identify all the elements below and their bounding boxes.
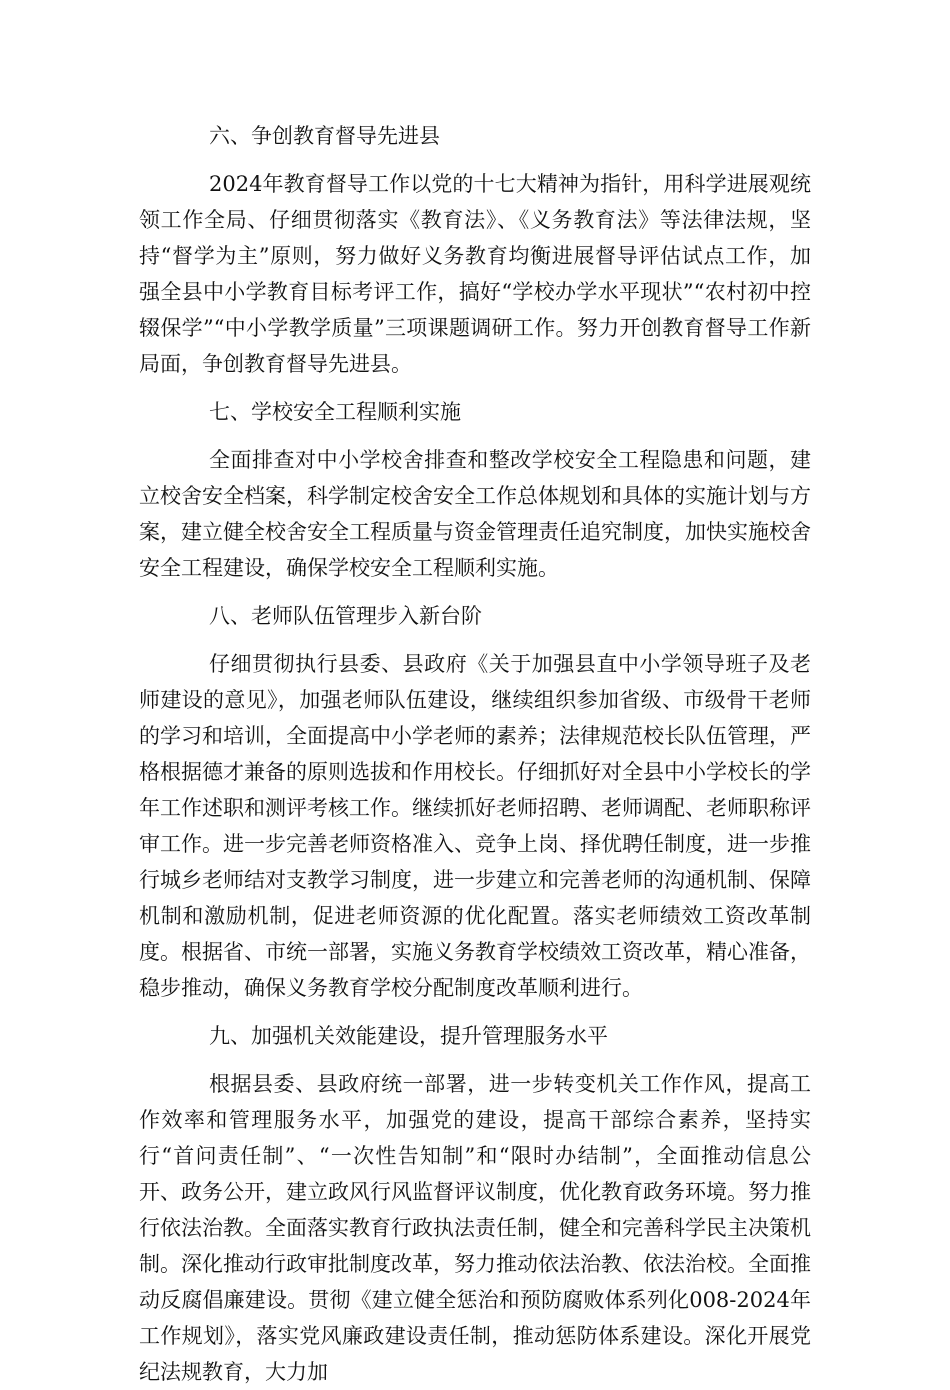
section-paragraph-9: 根据县委、县政府统一部署，进一步转变机关工作作风，提高工作效率和管理服务水平，加强党的建设，提高干部综合素养，坚持实行“首问责任制”、“一次性告知制”和“限时办结制”，全面推动信息公开、政务公开，建立政风行风监督评议制度，优化教育政务环境。努力推行依法治教。全面落实教育行政执法责任制，健全和完善科学民主决策机制。深化推动行政审批制度改革，努力推动依法治教、依法治校。全面推动反腐倡廉建设。贯彻《建立健全惩治和预防腐败体系列化008-2024年工作规划》，落实党风廉政建设责任制，推动惩防体系建设。深化开展党纪法规教育，大力加 [139, 1072, 811, 1384]
section-heading-6: 六、争创教育督导先进县 [209, 124, 440, 148]
section-paragraph-6: 2024年教育督导工作以党的十七大精神为指针，用科学进展观统领工作全局、仔细贯彻落实《教育法》、《义务教育法》等法律法规，坚持“督学为主”原则，努力做好义务教育均衡进展督导评估试点工作，加强全县中小学教育目标考评工作，搞好“学校办学水平现状”“农村初中控辍保学”“中小学教学质量”三项课题调研工作。努力开创教育督导工作新局面，争创教育督导先进县。 [139, 172, 811, 376]
spacer [139, 430, 811, 442]
section-heading-8: 八、老师队伍管理步入新台阶 [209, 604, 482, 628]
spacer [139, 586, 811, 598]
section-heading-7: 七、学校安全工程顺利实施 [209, 400, 461, 424]
spacer [139, 1006, 811, 1018]
spacer [139, 154, 811, 166]
section-heading-9: 九、加强机关效能建设，提升管理服务水平 [209, 1024, 608, 1048]
section-paragraph-8: 仔细贯彻执行县委、县政府《关于加强县直中小学领导班子及老师建设的意见》，加强老师队伍建设，继续组织参加省级、市级骨干老师的学习和培训，全面提高中小学老师的素养；法律规范校长队伍管理，严格根据德才兼备的原则选拔和作用校长。仔细抓好对全县中小学校长的学年工作述职和测评考核工作。继续抓好老师招聘、老师调配、老师职称评审工作。进一步完善老师资格准入、竞争上岗、择优聘任制度，进一步推行城乡老师结对支教学习制度，进一步建立和完善老师的沟通机制、保障机制和激励机制，促进老师资源的优化配置。落实老师绩效工资改革制度。根据省、市统一部署，实施义务教育学校绩效工资改革，精心准备，稳步推动，确保义务教育学校分配制度改革顺利进行。 [139, 652, 811, 1000]
spacer [139, 1054, 811, 1066]
section-paragraph-7: 全面排查对中小学校舍排查和整改学校安全工程隐患和问题，建立校舍安全档案，科学制定校舍安全工作总体规划和具体的实施计划与方案，建立健全校舍安全工程质量与资金管理责任追究制度，加快实施校舍安全工程建设，确保学校安全工程顺利实施。 [139, 448, 811, 580]
spacer [139, 634, 811, 646]
document-body [139, 118, 811, 1390]
spacer [139, 382, 811, 394]
